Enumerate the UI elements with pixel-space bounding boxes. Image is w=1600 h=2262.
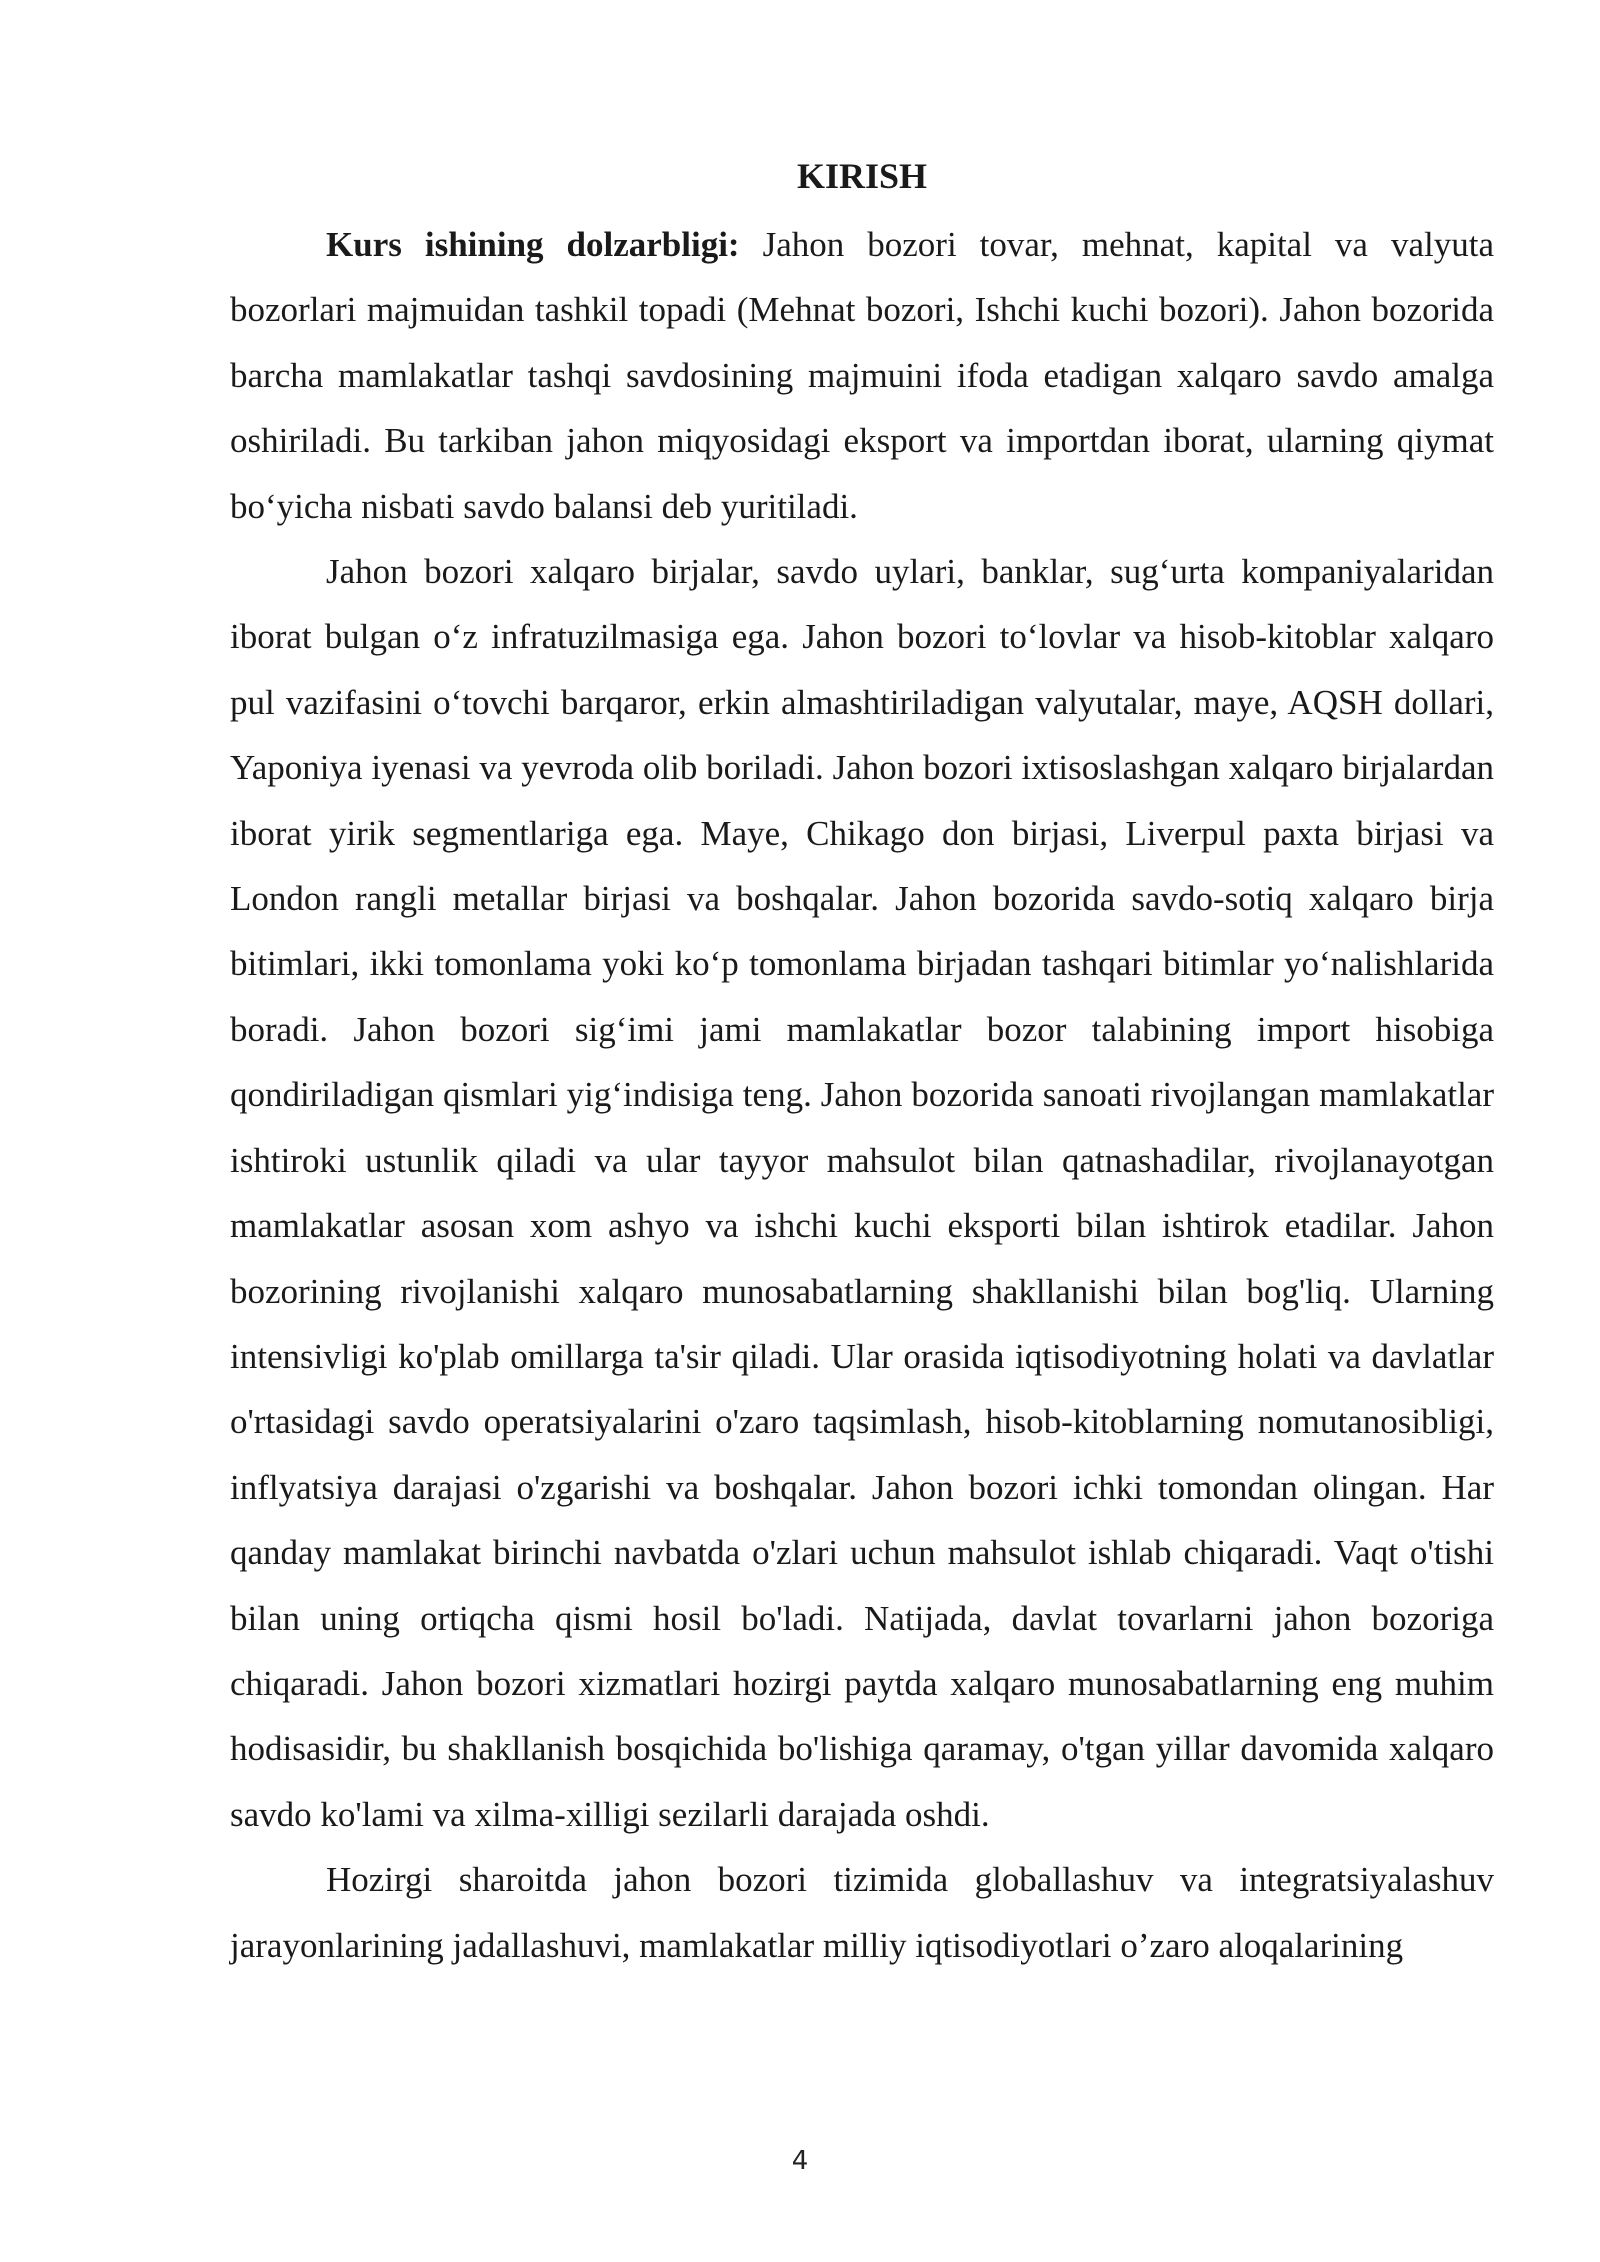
paragraph-lead: Kurs ishining dolzarbligi:	[326, 225, 740, 264]
paragraph-text: Jahon bozori tovar, mehnat, kapital va valyuta bozorlari majmuidan tashkil topadi (Mehnat bozori, Ishchi kuchi bozori). Jahon bozorida barcha mamlakatlar tashqi savdosining majmuini ifoda etadigan xalqaro savdo amalga oshiriladi. Bu tarkiban jahon miqyosidagi eksport va importdan iborat, ularning qiymat bo‘yicha nisbati savdo balansi deb yuritiladi.	[230, 225, 1494, 526]
document-page	[230, 150, 1494, 1978]
page-number: 4	[791, 2146, 809, 2176]
paragraph-text: Jahon bozori xalqaro birjalar, savdo uylari, banklar, sug‘urta kompaniyalaridan iborat bulgan o‘z infratuzilmasiga ega. Jahon bozori to‘lovlar va hisob-kitoblar xalqaro pul vazifasini o‘tovchi barqaror, erkin almashtiriladigan valyutalar, maye, AQSH dollari, Yaponiya iyenasi va yevroda olib boriladi. Jahon bozori ixtisoslashgan xalqaro birjalardan iborat yirik segmentlariga ega. Maye, Chikago don birjasi, Liverpul paxta birjasi va London rangli metallar birjasi va boshqalar. Jahon bozorida savdo-sotiq xalqaro birja bitimlari, ikki tomonlama yoki ko‘p tomonlama birjadan tashqari bitimlar yo‘nalishlarida boradi. Jahon bozori sig‘imi jami mamlakatlar bozor talabining import hisobiga qondiriladigan qismlari yig‘indisiga teng. Jahon bozorida sanoati rivojlangan mamlakatlar ishtiroki ustunlik qiladi va ular tayyor mahsulot bilan qatnashadilar, rivojlanayotgan mamlakatlar asosan xom ashyo va ishchi kuchi eksporti bilan ishtirok etadilar. Jahon bozorining rivojlanishi xalqaro munosabatlarning shakllanishi bilan bog'liq. Ularning intensivligi ko'plab omillarga ta'sir qiladi. Ular orasida iqtisodiyotning holati va davlatlar o'rtasidagi savdo operatsiyalarini o'zaro taqsimlash, hisob-kitoblarning nomutanosibligi, inflyatsiya darajasi o'zgarishi va boshqalar. Jahon bozori ichki tomondan olingan. Har qanday mamlakat birinchi navbatda o'zlari uchun mahsulot ishlab chiqaradi. Vaqt o'tishi bilan uning ortiqcha qismi hosil bo'ladi. Natijada, davlat tovarlarni jahon bozoriga chiqaradi. Jahon bozori xizmatlari hozirgi paytda xalqaro munosabatlarning eng muhim hodisasidir, bu shakllanish bosqichida bo'lishiga qaramay, o'tgan yillar davomida xalqaro savdo ko'lami va xilma-xilligi sezilarli darajada oshdi.	[230, 552, 1494, 1834]
paragraph-text: Hozirgi sharoitda jahon bozori tizimida globallashuv va integratsiyalashuv jarayonlarining jadallashuvi, mamlakatlar milliy iqtisodiyotlari o’zaro aloqalarining	[230, 1860, 1494, 1965]
paragraph-globalization	[230, 1847, 1494, 1978]
section-title: KIRISH	[796, 156, 928, 196]
paragraph-world-market	[230, 539, 1494, 1847]
paragraph-relevance	[230, 212, 1494, 539]
